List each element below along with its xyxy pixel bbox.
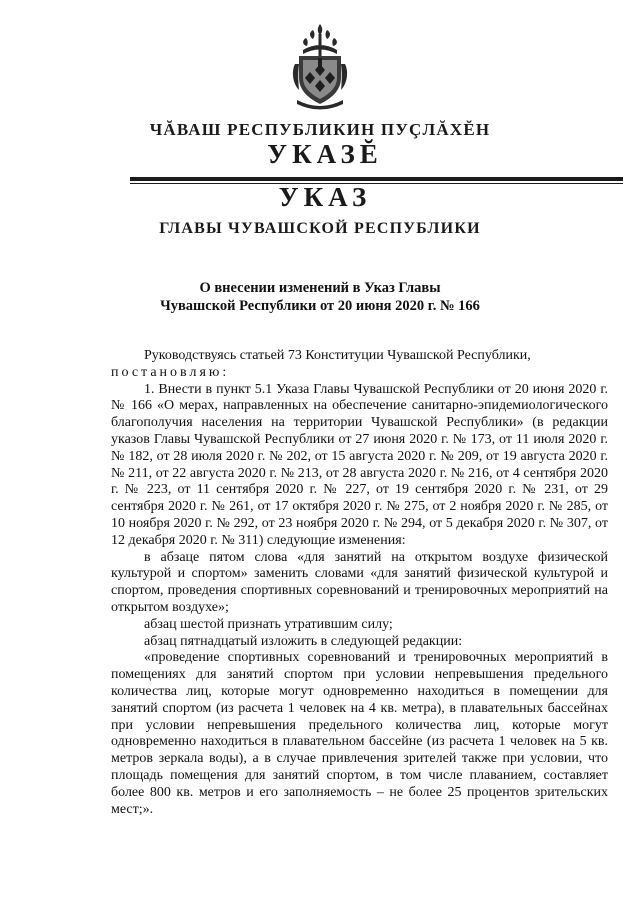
chuvash-authority-heading: ЧĂВАШ РЕСПУБЛИКИН ПУÇЛĂХĔН <box>149 120 491 139</box>
chuvash-emblem-icon <box>289 20 351 112</box>
paragraph-c: абзац пятнадцатый изложить в следующей редакции: <box>144 633 463 649</box>
document-title-line-2: Чувашской Республики от 20 июня 2020 г. № 166 <box>160 298 480 314</box>
header-divider-thick <box>130 177 623 181</box>
document-body <box>111 348 608 818</box>
paragraph-a: в абзаце пятом слова «для занятий на открытом воздухе физической культурой и спортом» заменить словами «для занятий физической культурой и спортом, проведения спортивных соревнований и тренировочных мероприятий на открытом воздухе»; <box>111 549 608 615</box>
document-title-line-1: О внесении изменений в Указ Главы <box>199 280 441 296</box>
intro-paragraph: Руководствуясь статьей 73 Конституции Чувашской Республики, <box>144 348 531 363</box>
russian-decree-heading: УКАЗ <box>278 182 372 212</box>
chuvash-decree-heading: УКАЗĔ <box>267 139 383 169</box>
russian-authority-heading: ГЛАВЫ ЧУВАШСКОЙ РЕСПУБЛИКИ <box>159 220 481 237</box>
resolve-word: постановляю: <box>111 364 230 380</box>
quoted-amendment: «проведение спортивных соревнований и тренировочных мероприятий в помещениях для занятий спортом при условии непревышения предельного количества лиц, которые могут одновременно находиться в помещении для занятий спортом (из расчета 1 человек на 4 кв. метра), в плавательных бассейнах при условии непревышения предельного количества лиц, которые могут одновременно находиться в плавательном бассейне (из расчета 1 человек на 5 кв. метров зеркала воды), а в случае привлечения зрителей также при условии, что площадь помещения для занятий спортом, в том числе плаванием, составляет более 800 кв. метров и его заполняемость – не более 25 процентов зрительских мест;». <box>111 650 608 817</box>
item-1-paragraph: 1. Внести в пункт 5.1 Указа Главы Чувашской Республики от 20 июня 2020 г. № 166 «О мерах, направленных на обеспечение санитарно-эпидемиологического благополучия населения на территории Чувашской Республики» (в редакции указов Главы Чувашской Республики от 27 июня 2020 г. № 173, от 11 июля 2020 г. № 182, от 28 июля 2020 г. № 202, от 15 августа 2020 г. № 209, от 19 августа 2020 г. № 211, от 22 августа 2020 г. № 213, от 28 августа 2020 г. № 216, от 4 сентября 2020 г. № 223, от 11 сентября 2020 г. № 227, от 19 сентября 2020 г. № 231, от 29 сентября 2020 г. № 261, от 17 октября 2020 г. № 275, от 2 ноября 2020 г. № 285, от 10 ноября 2020 г. № 292, от 23 ноября 2020 г. № 294, от 5 декабря 2020 г. № 307, от 12 декабря 2020 г. № 311) следующие изменения: <box>111 381 608 548</box>
paragraph-b: абзац шестой признать утратившим силу; <box>144 616 393 632</box>
